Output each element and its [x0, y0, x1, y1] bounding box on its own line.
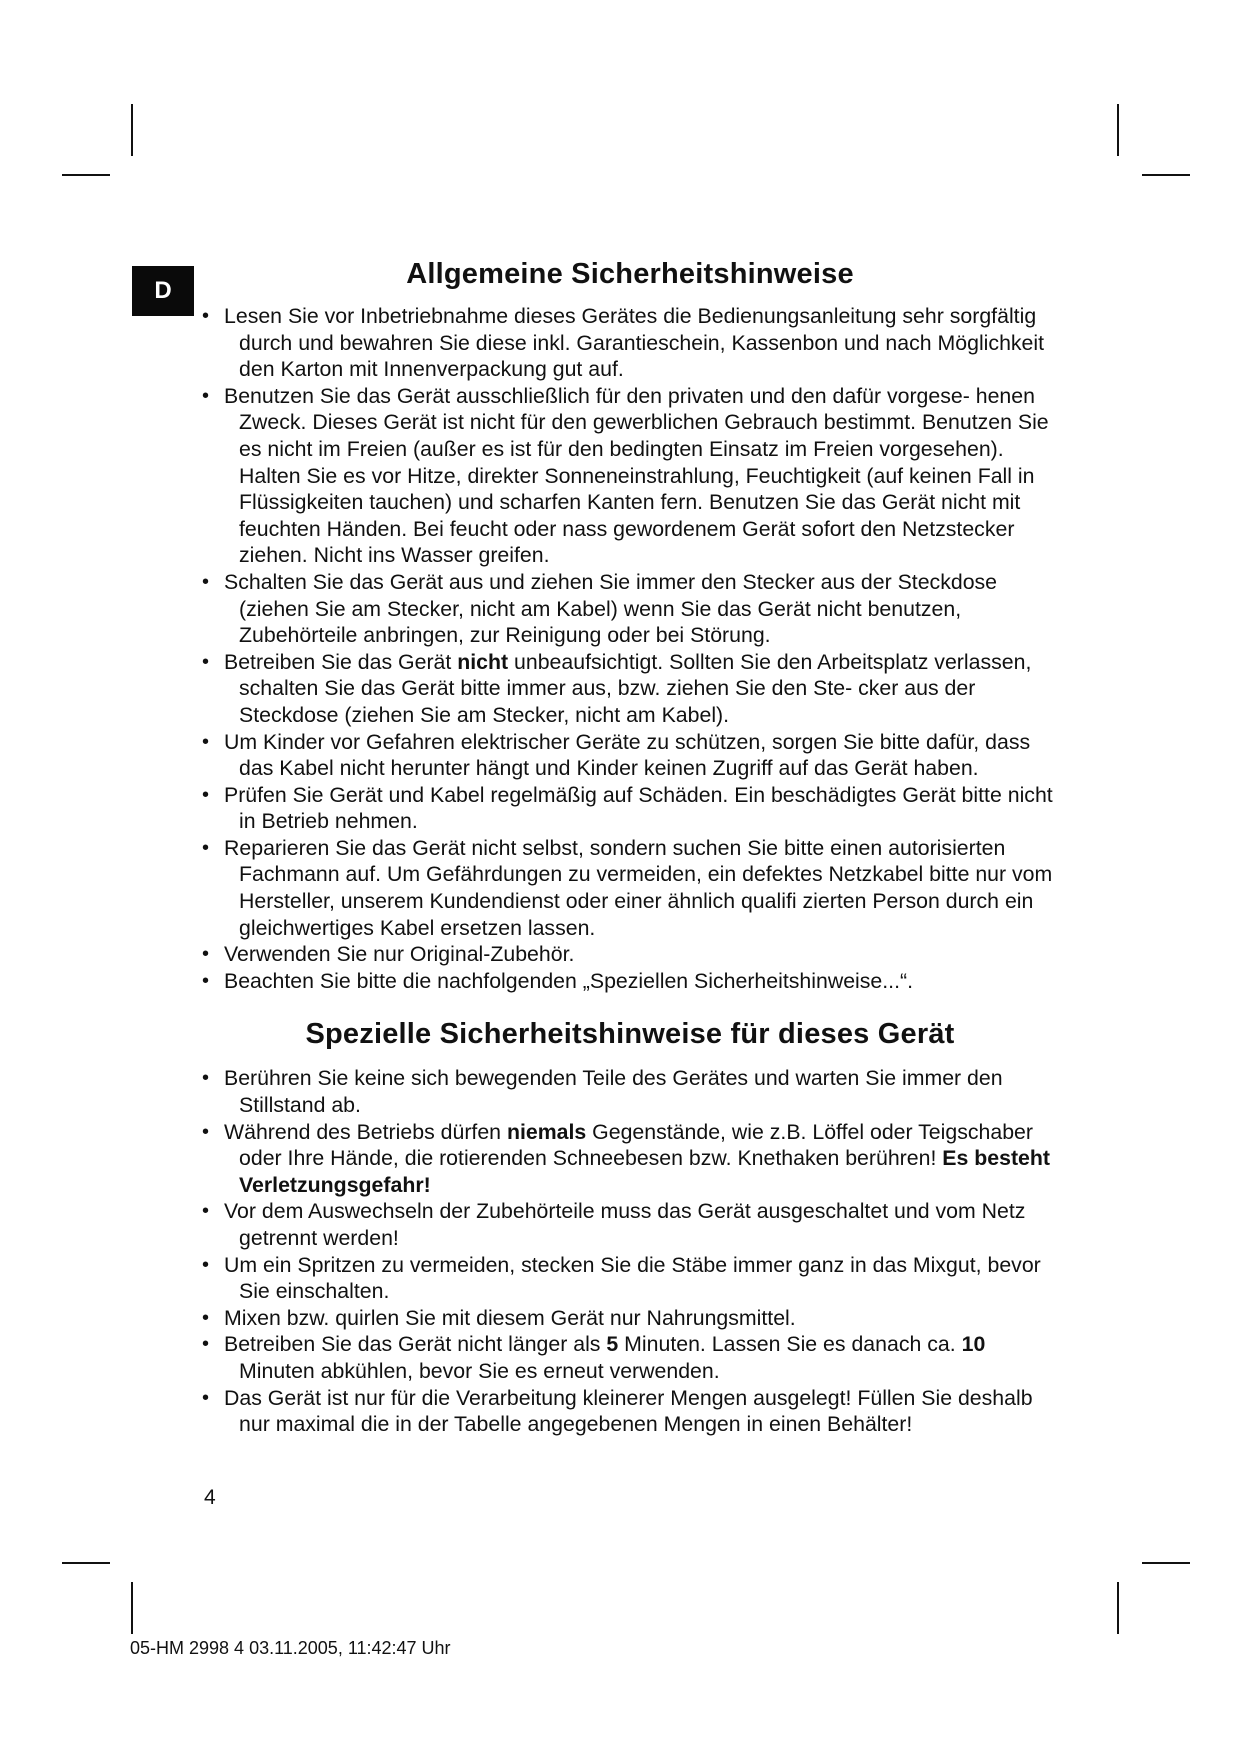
- list-item: • Mixen bzw. quirlen Sie mit diesem Gerät nur Nahrungsmittel.: [202, 1305, 796, 1330]
- section1-list: [200, 303, 1060, 994]
- list-item: • Das Gerät ist nur für die Verarbeitung kleinerer Mengen ausgelegt! Füllen Sie deshalb nur maximal die in der Tabelle angegebenen Mengen in einen Behälter!: [202, 1385, 1033, 1437]
- list-item: • Schalten Sie das Gerät aus und ziehen Sie immer den Stecker aus der Steckdose (ziehen Sie am Stecker, nicht am Kabel) wenn Sie das Gerät nicht benutzen, Zubehörteile anbringen, zur Reinigung oder bei Störung.: [202, 569, 998, 648]
- crop-mark-bottom-left-horizontal: [62, 1562, 110, 1564]
- list-item: • Prüfen Sie Gerät und Kabel regelmäßig auf Schäden. Ein beschädigtes Gerät bitte nicht in Betrieb nehmen.: [202, 782, 1053, 834]
- list-item: • Betreiben Sie das Gerät nicht unbeaufsichtigt. Sollten Sie den Arbeitsplatz verlassen, schalten Sie das Gerät bitte immer aus, bzw. ziehen Sie den Ste- cker aus der Steckdose (ziehen Sie am Stecker, nicht am Kabel).: [202, 649, 1032, 727]
- list-item: • Berühren Sie keine sich bewegenden Teile des Gerätes und warten Sie immer den Stillstand ab.: [202, 1066, 1003, 1118]
- page-content: [200, 258, 1060, 1438]
- section1-title: Allgemeine Sicherheitshinweise: [406, 258, 854, 290]
- crop-mark-bottom-left-vertical: [131, 1582, 133, 1634]
- crop-mark-top-right-vertical: [1117, 104, 1119, 156]
- crop-mark-bottom-right-horizontal: [1142, 1562, 1190, 1564]
- list-item: • Um ein Spritzen zu vermeiden, stecken Sie die Stäbe immer ganz in das Mixgut, bevor Sie einschalten.: [202, 1252, 1041, 1304]
- crop-mark-top-left-horizontal: [62, 174, 110, 176]
- list-item: • Um Kinder vor Gefahren elektrischer Geräte zu schützen, sorgen Sie bitte dafür, dass das Kabel nicht herunter hängt und Kinder keinen Zugriff auf das Gerät haben.: [202, 729, 1031, 781]
- list-item: • Vor dem Auswechseln der Zubehörteile muss das Gerät ausgeschaltet und vom Netz getrennt werden!: [202, 1199, 1026, 1250]
- page-number: 4: [204, 1486, 216, 1509]
- crop-mark-top-left-vertical: [131, 104, 133, 156]
- list-item: • Reparieren Sie das Gerät nicht selbst, sondern suchen Sie bitte einen autorisierten Fachmann auf. Um Gefährdungen zu vermeiden, ein defektes Netzkabel bitte nur vom Hersteller, unserem Kundendienst oder einer ähnlich qualifi zierten Person durch ein gleichwertiges Kabel ersetzen lassen.: [202, 835, 1053, 940]
- list-item: • Benutzen Sie das Gerät ausschließlich für den privaten und den dafür vorgese- henen Zweck. Dieses Gerät ist nicht für den gewerblichen Gebrauch bestimmt. Benutzen Sie es nicht im Freien (außer es ist für den bedingten Einsatz im Freien vorgesehen). Halten Sie es vor Hitze, direkter Sonneneinstrahlung, Feuchtigkeit (auf keinen Fall in Flüssigkeiten tauchen) und scharfen Kanten fern. Benutzen Sie das Gerät nicht mit feuchten Händen. Bei feucht oder nass gewordenem Gerät sofort den Netzstecker ziehen. Nicht ins Wasser greifen.: [202, 383, 1049, 568]
- language-tab: D: [132, 266, 194, 316]
- list-item: • Betreiben Sie das Gerät nicht länger als 5 Minuten. Lassen Sie es danach ca. 10 Minuten abkühlen, bevor Sie es erneut verwenden.: [202, 1332, 986, 1383]
- list-item: • Während des Betriebs dürfen niemals Gegenstände, wie z.B. Löffel oder Teigschaber oder Ihre Hände, die rotierenden Schneebesen bzw. Knethaken berühren! Es besteht Verletzungsgefahr!: [202, 1119, 1050, 1197]
- section2-list: [200, 1065, 1060, 1437]
- list-item: • Beachten Sie bitte die nachfolgenden „Speziellen Sicherheitshinweise...“.: [202, 968, 914, 993]
- section2-title: Spezielle Sicherheitshinweise für dieses Gerät: [305, 1018, 955, 1051]
- list-item: • Verwenden Sie nur Original-Zubehör.: [202, 942, 575, 967]
- crop-mark-bottom-right-vertical: [1117, 1582, 1119, 1634]
- list-item: • Lesen Sie vor Inbetriebnahme dieses Gerätes die Bedienungsanleitung sehr sorgfältig durch und bewahren Sie diese inkl. Garantieschein, Kassenbon und nach Möglichkeit den Karton mit Innenverpackung gut auf.: [202, 304, 1045, 382]
- print-footer: 05-HM 2998 4 03.11.2005, 11:42:47 Uhr: [130, 1638, 451, 1658]
- crop-mark-top-right-horizontal: [1142, 174, 1190, 176]
